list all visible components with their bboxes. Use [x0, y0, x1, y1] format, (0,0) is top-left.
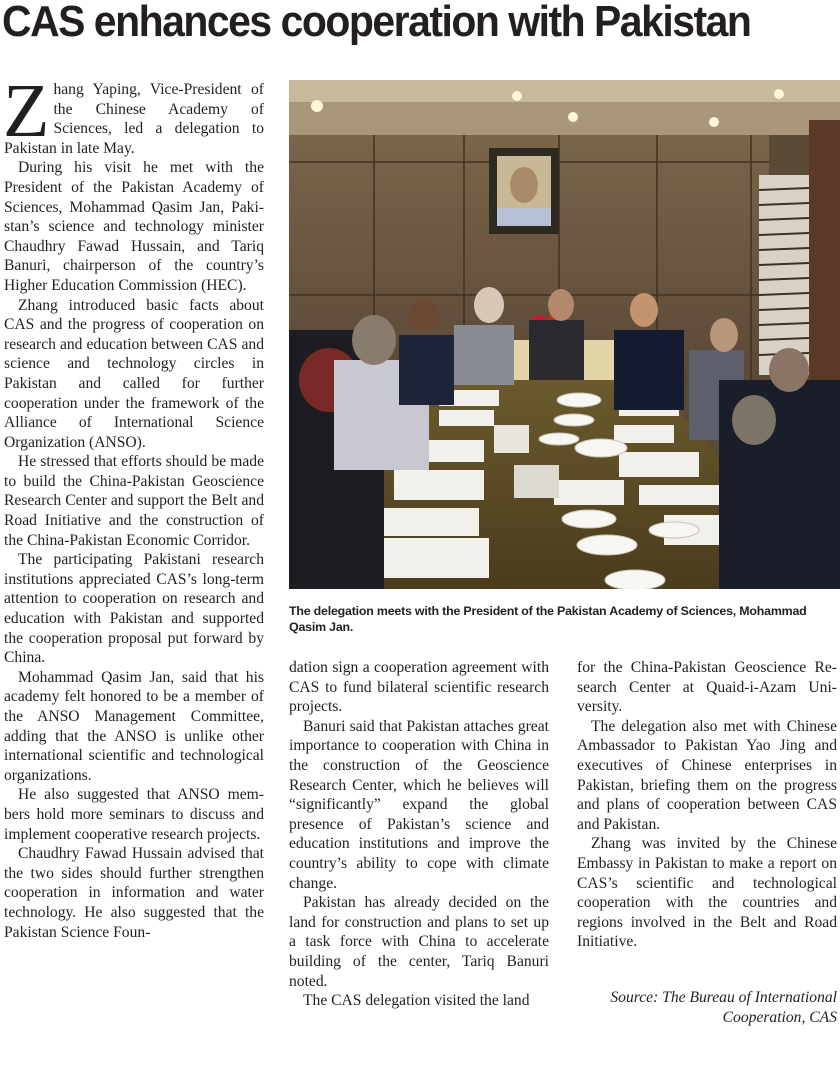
meeting-photo-illustration	[289, 80, 840, 589]
meeting-photo	[289, 80, 840, 589]
ceiling-light	[311, 100, 323, 112]
body-paragraph: The participating Pakistani research institutions appreciated CAS’s long-term attention to cooperation on research and education with Pakistan and supported the cooperation proposal put forward by China.	[4, 551, 264, 667]
ceiling-light	[709, 117, 719, 127]
source-credit	[577, 988, 837, 1027]
ceiling-light	[568, 112, 578, 122]
body-paragraph: dation sign a cooperation agreement with CAS to fund bilateral scientific research projects.	[289, 659, 549, 716]
body-paragraph: The CAS delegation visited the land	[303, 992, 530, 1010]
lead-paragraph	[3, 69, 264, 158]
article-column-2	[289, 658, 549, 1011]
body-paragraph: The delegation also met with Chinese Ambassador to Pakistan Yao Jing and executives of Chinese enterprises in Pakistan, briefing them on the progress and plans of cooperation between CAS and Pakistan.	[577, 717, 837, 833]
article-column-3	[577, 658, 837, 952]
body-paragraph: Mohammad Qasim Jan, said that his academy felt honored to be a member of the ANSO Management Committee, adding that the ANSO is unlike other international scientific and technological organizations.	[4, 668, 264, 784]
body-paragraph: He stressed that efforts should be made to build the China-Pakistan Geoscience Research Center and support the Belt and Road Initiative and the construction of the China-Pakistan Economic Corridor.	[4, 453, 264, 549]
ceiling-light	[512, 91, 522, 101]
drop-cap: Z	[3, 69, 50, 153]
source-credit-line-2: Cooperation, CAS	[722, 1008, 837, 1026]
body-paragraph: Zhang was invited by the Chinese Embassy in Pakistan to make a report on CAS’s scientific and technological cooperation with the countries and regions involved in the Belt and Road Initiative.	[577, 835, 837, 951]
body-paragraph: Chaudhry Fawad Hussain advised that the two sides should further strengthen cooperation in information and water technology. He also suggested that the Pakistan Science Foun-	[4, 845, 264, 941]
body-paragraph: He also suggested that ANSO members hold more seminars to discuss and implement cooperative research projects.	[4, 786, 264, 843]
body-paragraph: Zhang introduced basic facts about CAS and the progress of cooperation on research and education between CAS and science and technology circles in Pakistan and called for further cooperation under the framework of the Alliance of International Science Organization (ANSO).	[4, 296, 264, 451]
article-headline: CAS enhances cooperation with Pakistan	[2, 0, 751, 46]
body-paragraph: for the China-Pakistan Geoscience Research Center at Quaid-i-Azam University.	[577, 659, 837, 716]
body-paragraph: During his visit he met with the President of the Pakistan Academy of Sciences, Mohammad Qasim Jan, Pakistan’s science and technology minister Chaudhry Fawad Hussain, and Tariq Banuri, chairperson of the country’s Higher Education Commission (HEC).	[4, 159, 264, 294]
lead-paragraph-text: hang Yaping, Vice-President of the Chinese Academy of Sciences, led a delegation to Pakistan in late May.	[4, 81, 264, 157]
tissue-box	[514, 465, 559, 498]
ceiling-light	[774, 89, 784, 99]
body-paragraph: Pakistan has already decided on the land for construction and plans to set up a task force with China to accelerate building of the center, Tariq Banuri noted.	[289, 894, 549, 990]
body-paragraph: Banuri said that Pakistan attaches great importance to cooperation with China in the construction of the Geoscience Research Center, which he believes will “significantly” expand the global presence of Pakistan’s science and education institutions and improve the country’s ability to cope with climate change.	[289, 717, 549, 892]
article-column-1	[3, 69, 264, 942]
source-credit-line-1: Source: The Bureau of International	[610, 989, 837, 1006]
photo-caption: The delegation meets with the President of the Pakistan Academy of Sciences, Mohammad Qasim Jan.	[289, 604, 807, 634]
